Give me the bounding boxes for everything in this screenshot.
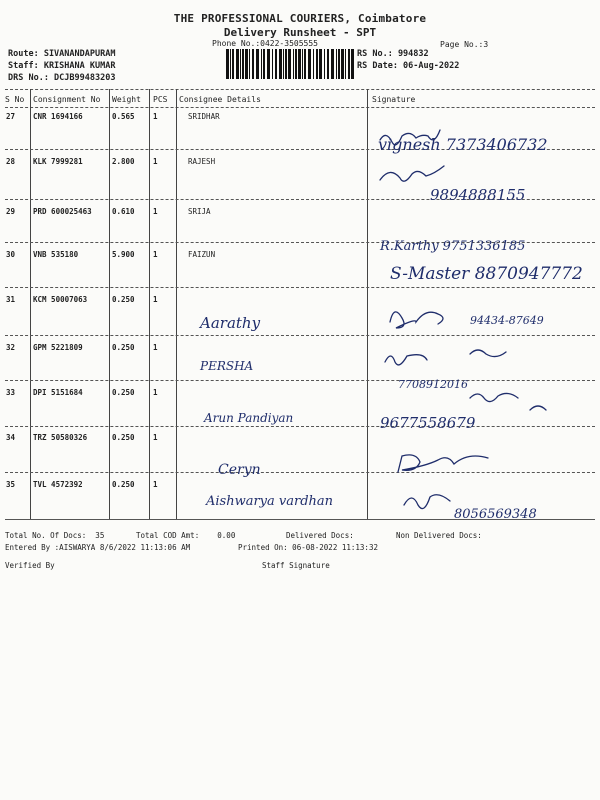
signature-scribble [380,166,444,181]
rs-date: RS Date: 06-Aug-2022 [357,61,460,71]
row-consignment-no: CNR 1694166 [33,112,83,121]
total-cod: Total COD Amt: 0.00 [136,531,236,540]
row-consignment-no: PRD 600025463 [33,207,92,216]
verified-by: Verified By [5,561,55,570]
row-sno: 31 [6,295,16,304]
row-consignee: SRIDHAR [188,112,220,121]
col-weight: Weight [112,95,141,104]
row-consignment-no: KCM 50007063 [33,295,88,304]
runsheet-title: Delivery Runsheet - SPT [223,26,377,39]
page-number: Page No.:3 [440,40,489,49]
signature-scribble [398,455,488,472]
delivered-docs: Delivered Docs: [286,531,354,540]
row-sno: 27 [6,112,16,121]
row-consignment-no: TRZ 50580326 [33,433,88,442]
row-weight: 0.250 [112,343,135,352]
handwritten-name: Aishwarya vardhan [206,494,334,509]
row-sno: 35 [6,480,16,489]
row-pcs: 1 [153,343,158,352]
signature-scribble [404,495,450,509]
row-sno: 29 [6,207,16,216]
row-consignment-no: VNB 535180 [33,250,79,259]
staff-signature: Staff Signature [262,561,330,570]
signature-text: vignesh 7373406732 [378,135,548,154]
printed-on: Printed On: 06-08-2022 11:13:32 [238,543,378,552]
drs-number: DRS No.: DCJB99483203 [8,73,116,83]
signature-text: R.Karthy 9751336185 [380,239,526,254]
handwritten-name: PERSHA [200,359,254,373]
signature-text: 8056569348 [454,507,537,522]
col-consignment: Consignment No [33,95,101,104]
phone-number: Phone No.:0422-3505555 [212,39,318,48]
row-consignment-no: GPM 5221809 [33,343,83,352]
row-pcs: 1 [153,207,158,216]
row-weight: 2.800 [112,157,135,166]
footer-divider [5,519,595,520]
row-pcs: 1 [153,388,158,397]
signature-text: 9677558679 [380,414,476,432]
row-weight: 0.250 [112,433,135,442]
row-weight: 0.250 [112,480,135,489]
total-docs: Total No. Of Docs: 35 [5,531,105,540]
route-label: Route: SIVANANDAPURAM [8,49,116,59]
row-consignee: RAJESH [188,157,216,166]
row-consignment-no: KLK 7999281 [33,157,83,166]
company-title: THE PROFESSIONAL COURIERS, Coimbatore [173,12,427,25]
handwritten-name: Arun Pandiyan [204,411,294,425]
row-sno: 32 [6,343,16,352]
row-weight: 0.250 [112,295,135,304]
signature-scribble [385,350,506,365]
row-weight: 0.250 [112,388,135,397]
row-pcs: 1 [153,250,158,259]
signature-scribble [470,393,546,410]
signature-text: S-Master 8870947772 [390,264,583,284]
staff-label: Staff: KRISHANA KUMAR [8,61,116,71]
col-consignee: Consignee Details [179,95,261,104]
non-delivered-docs: Non Delivered Docs: [396,531,482,540]
col-pcs: PCS [153,95,168,104]
row-pcs: 1 [153,157,158,166]
row-sno: 34 [6,433,16,442]
row-consignment-no: TVL 4572392 [33,480,83,489]
row-weight: 5.900 [112,250,135,259]
signature-scribble [390,312,443,328]
signature-text: 9894888155 [430,186,526,204]
row-pcs: 1 [153,295,158,304]
row-consignee: SRIJA [188,207,211,216]
row-consignee: FAIZUN [188,250,216,259]
col-signature: Signature [372,95,416,104]
row-pcs: 1 [153,112,158,121]
row-weight: 0.610 [112,207,135,216]
signature-text: 7708912016 [398,378,468,391]
handwritten-name: Ceryn [218,462,261,478]
row-weight: 0.565 [112,112,135,121]
entered-by: Entered By :AISWARYA 8/6/2022 11:13:06 AM [5,543,191,552]
rs-number: RS No.: 994832 [357,49,429,59]
signature-text: 94434-87649 [470,314,544,327]
row-consignment-no: DPI 5151684 [33,388,83,397]
row-pcs: 1 [153,433,158,442]
row-sno: 28 [6,157,16,166]
row-sno: 33 [6,388,16,397]
col-sno: S No [5,95,25,104]
handwritten-name: Aarathy [200,314,261,332]
row-pcs: 1 [153,480,158,489]
row-sno: 30 [6,250,16,259]
